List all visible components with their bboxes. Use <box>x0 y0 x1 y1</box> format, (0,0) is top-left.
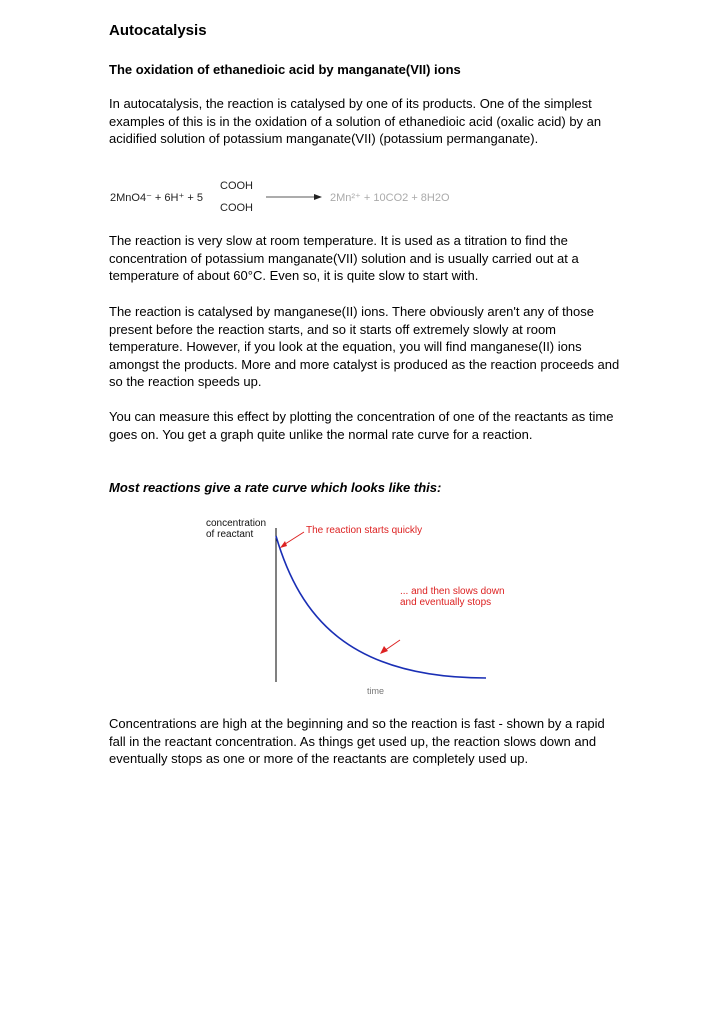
equation-arrow-icon <box>266 191 322 203</box>
paragraph-measure: You can measure this effect by plotting the concentration of one of the reactants as time goes on. You get a graph quite unlike the normal rate curve for a reaction. <box>109 409 614 442</box>
page-title: Autocatalysis <box>109 22 207 39</box>
equation-reactants: 2MnO4⁻ + 6H⁺ + 5 <box>110 192 203 204</box>
paragraph-conclusion: Concentrations are high at the beginning and so the reaction is fast - shown by a rapid fall in the reactant concentration. As things get used up, the reaction slows down and eventually stops as one or more of the reactants are completely used up. <box>109 716 605 767</box>
section-subtitle: The oxidation of ethanedioic acid by manganate(VII) ions <box>109 62 461 77</box>
rate-curve-graph <box>200 510 520 700</box>
annotation-arrowhead-start-icon <box>280 541 287 548</box>
paragraph-catalyst: The reaction is catalysed by manganese(II) ions. There obviously aren't any of those present before the reaction starts, and so it starts off extremely slowly at room temperature. However, if you look at the equation, you will find manganese(II) ions amongst the products. More and more catalyst is produced as the reaction proceeds and so the reaction speeds up. <box>109 304 620 390</box>
equation-cooh-top: COOH <box>220 180 253 192</box>
rate-curve-heading: Most reactions give a rate curve which looks like this: <box>109 480 442 495</box>
paragraph-intro: In autocatalysis, the reaction is catalysed by one of its products. One of the simplest examples of this is in the oxidation of a solution of ethanedioic acid (oxalic acid) by an acidified solution of potassium manganate(VII) (potassium permanganate). <box>109 96 602 147</box>
graph-annotation-end: ... and then slows down and eventually stops <box>400 586 505 608</box>
reaction-equation <box>110 178 490 216</box>
equation-cooh-bottom: COOH <box>220 202 253 214</box>
paragraph-temperature: The reaction is very slow at room temperature. It is used as a titration to find the concentration of potassium manganate(VII) solution and is usually carried out at a temperature of about 60°C. Even so, it is quite slow to start with. <box>109 233 579 284</box>
graph-annotation-start: The reaction starts quickly <box>306 525 423 536</box>
equation-products: 2Mn²⁺ + 10CO2 + 8H2O <box>330 192 450 204</box>
graph-y-axis-label: concentration of reactant <box>206 518 267 540</box>
annotation-arrowhead-end-icon <box>380 646 388 654</box>
graph-x-axis-label: time <box>367 686 385 696</box>
